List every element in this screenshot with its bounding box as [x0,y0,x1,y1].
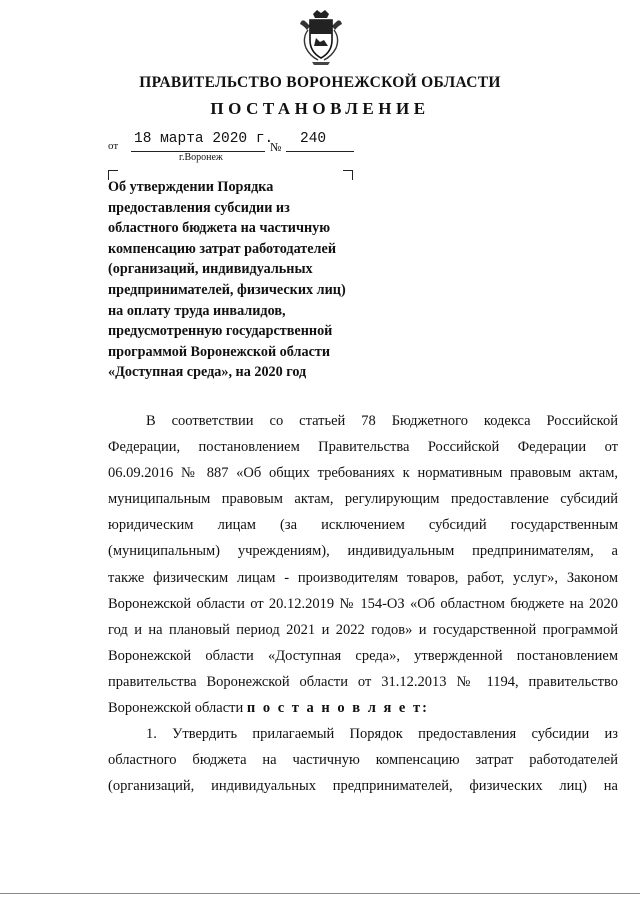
coat-of-arms-icon [298,8,344,66]
document-type-title: ПОСТАНОВЛЕНИЕ [210,99,430,118]
resolve-word: п о с т а н о в л я е т: [246,700,429,717]
preamble-line: год и на плановый период 2021 и 2022 годов» и государственной программой [108,621,618,638]
preamble-line: Воронежской области «Доступная среда», утвержденной постановлением [108,647,618,664]
preamble-line: 06.09.2016 № 887 «Об общих требованиях к нормативным правовым актам, [108,465,618,482]
number-underline [286,151,354,152]
resolution-line [108,695,618,721]
preamble-line: В соответствии со статьей 78 Бюджетного кодекса Российской [146,413,618,429]
preamble-line: правительства Воронежской области от 31.12.2013 № 1194, правительство [108,673,618,690]
item-line: (организаций, индивидуальных предпринимателей, физических лиц) на [108,778,618,795]
number-label: № [270,140,282,154]
subject-line: областного бюджета на частичную [108,220,331,237]
document-date: 18 марта 2020 г. [134,131,274,147]
preamble-line: Воронежской области от 20.12.2019 № 154-ОЗ «Об областном бюджете на 2020 [108,595,618,612]
subject-line: «Доступная среда», на 2020 год [108,364,307,381]
document-body [108,408,618,799]
preamble-line: Федерации, постановлением Правительства Российской Федерации от [108,439,618,456]
subject-line: компенсацию затрат работодателей [108,240,336,257]
government-title: ПРАВИТЕЛЬСТВО ВОРОНЕЖСКОЙ ОБЛАСТИ [139,74,501,91]
subject-line: Об утверждении Порядка [108,179,274,195]
subject-line: предпринимателей, физических лиц) [108,281,346,298]
subject-line: на оплату труда инвалидов, [108,302,286,319]
resolve-prefix: Воронежской области [108,700,244,717]
preamble-line: юридическим лицам (за исключением субсидий государственным [108,517,618,534]
page-bottom-edge [0,893,640,894]
preamble-line: муниципальным правовым актам, регулирующим предоставление субсидий [108,491,618,508]
subject-line: (организаций, индивидуальных [108,261,313,278]
subject-line: предусмотренную государственной [108,323,333,340]
date-prefix: от [108,140,119,152]
subject-line: программой Воронежской области [108,343,331,360]
document-subject [108,177,378,383]
item-line: областного бюджета на частичную компенсацию затрат работодателей [108,752,618,769]
item-line: 1. Утвердить прилагаемый Порядок предоставления субсидии из [146,726,618,743]
preamble-line: также физическим лицам - производителям товаров, работ, услуг», Законом [108,569,618,586]
preamble-line: (муниципальным) учреждениям), индивидуальным предпринимателям, а [108,543,618,560]
subject-line: предоставления субсидии из [108,199,290,216]
document-number: 240 [300,131,327,147]
city-label: г.Воронеж [179,152,223,163]
